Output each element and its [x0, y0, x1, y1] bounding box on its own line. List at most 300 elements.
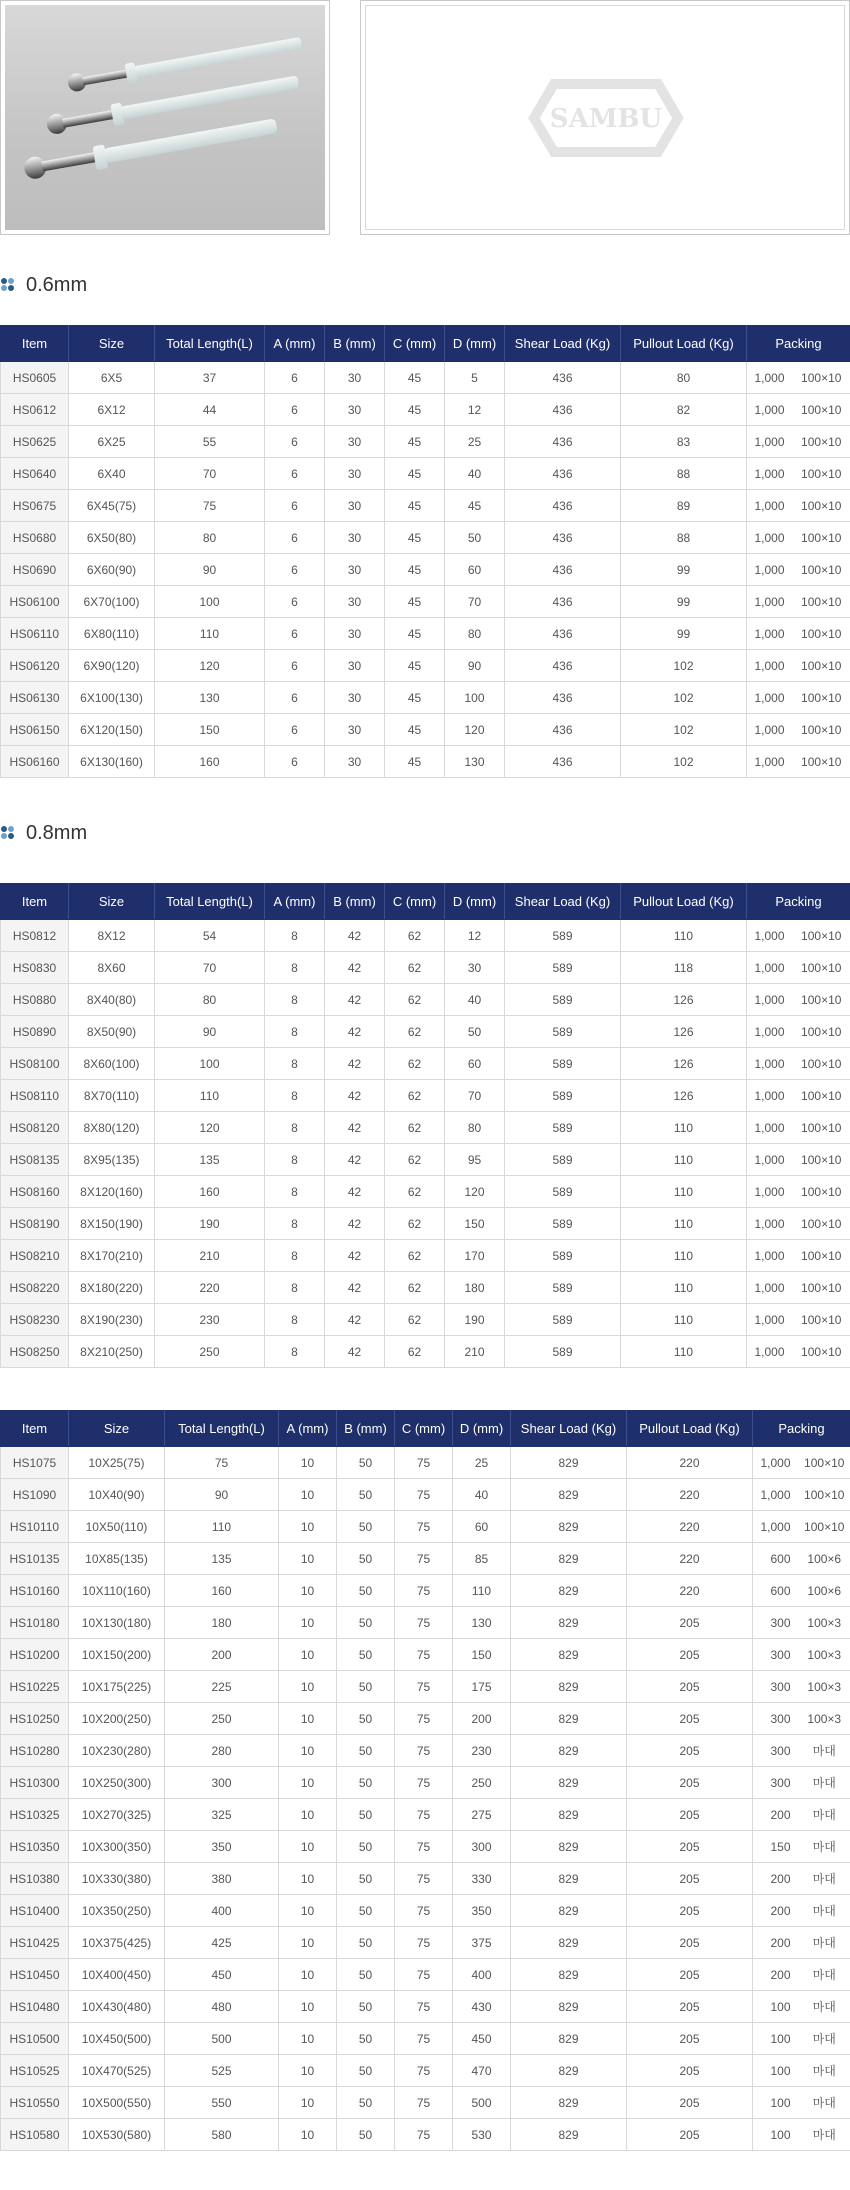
table-cell: 100×10 [793, 522, 850, 554]
table-row [1, 1080, 850, 1112]
table-cell: 110 [621, 1240, 747, 1272]
table-cell: 10X450(500) [69, 2023, 165, 2055]
column-header: Pullout Load (Kg) [621, 884, 747, 920]
table-cell: 170 [445, 1240, 505, 1272]
table-cell: 100×10 [793, 554, 850, 586]
table-row [1, 1144, 850, 1176]
table-cell: 10X230(280) [69, 1735, 165, 1767]
brand-logo-area [365, 5, 845, 230]
table-cell: 100×10 [793, 458, 850, 490]
table-cell: 75 [155, 490, 265, 522]
item-code-cell: HS08100 [1, 1048, 69, 1080]
brand-logo-box [360, 0, 850, 235]
table-cell: 75 [395, 1607, 453, 1639]
item-code-cell: HS10380 [1, 1863, 69, 1895]
table-cell: 1,000 [747, 458, 793, 490]
table-row [1, 1479, 850, 1511]
table-cell: 50 [337, 1735, 395, 1767]
table-cell: 30 [325, 362, 385, 394]
table-cell: 82 [621, 394, 747, 426]
table-cell: 10 [279, 1575, 337, 1607]
table-cell: 75 [395, 1511, 453, 1543]
table-cell: 436 [505, 650, 621, 682]
table-cell: 375 [453, 1927, 511, 1959]
table-cell: 829 [511, 1863, 627, 1895]
table-cell: 350 [453, 1895, 511, 1927]
table-cell: 45 [385, 426, 445, 458]
table-cell: 50 [337, 1863, 395, 1895]
table-cell: 100×10 [793, 1016, 850, 1048]
table-cell: 6 [265, 586, 325, 618]
table-cell: 100×10 [793, 920, 850, 952]
table-cell: 450 [453, 2023, 511, 2055]
column-header: Size [69, 884, 155, 920]
table-cell: 829 [511, 1575, 627, 1607]
column-header: Shear Load (Kg) [505, 326, 621, 362]
table-cell: 829 [511, 2119, 627, 2151]
table-cell: 1,000 [747, 1144, 793, 1176]
table-cell: 100×10 [793, 682, 850, 714]
column-header: Packing [753, 1411, 850, 1447]
item-code-cell: HS06150 [1, 714, 69, 746]
table-cell: 50 [337, 1927, 395, 1959]
table-cell: 500 [453, 2087, 511, 2119]
table-cell: 45 [385, 522, 445, 554]
table-cell: 60 [445, 554, 505, 586]
table-cell: 42 [325, 1272, 385, 1304]
table-cell: 525 [165, 2055, 279, 2087]
table-row [1, 1799, 850, 1831]
table-cell: 600 [753, 1543, 799, 1575]
column-header: Total Length(L) [165, 1411, 279, 1447]
table-cell: 436 [505, 426, 621, 458]
table-cell: 62 [385, 1336, 445, 1368]
table-cell: 80 [155, 522, 265, 554]
table-row [1, 1208, 850, 1240]
table-cell: 110 [165, 1511, 279, 1543]
table-cell: 30 [325, 458, 385, 490]
table-row [1, 2119, 850, 2151]
table-cell: 6X70(100) [69, 586, 155, 618]
column-header: C (mm) [395, 1411, 453, 1447]
table-cell: 8X190(230) [69, 1304, 155, 1336]
table-cell: 1,000 [747, 682, 793, 714]
table-cell: 45 [385, 650, 445, 682]
table-cell: 110 [621, 1144, 747, 1176]
table-row [1, 1671, 850, 1703]
table-cell: 230 [453, 1735, 511, 1767]
table-cell: 100×10 [793, 952, 850, 984]
table-cell: 8 [265, 984, 325, 1016]
table-cell: 10 [279, 1703, 337, 1735]
item-code-cell: HS10160 [1, 1575, 69, 1607]
table-row [1, 1176, 850, 1208]
item-code-cell: HS10500 [1, 2023, 69, 2055]
table-cell: 100 [753, 2023, 799, 2055]
table-cell: 1,000 [747, 650, 793, 682]
item-code-cell: HS0830 [1, 952, 69, 984]
table-cell: 200 [753, 1927, 799, 1959]
table-cell: 436 [505, 682, 621, 714]
table-cell: 126 [621, 1016, 747, 1048]
table-cell: 1,000 [747, 1208, 793, 1240]
table-cell: 40 [445, 984, 505, 1016]
table-cell: 102 [621, 714, 747, 746]
table-cell: 45 [385, 618, 445, 650]
table-cell: 205 [627, 1895, 753, 1927]
table-cell: 330 [453, 1863, 511, 1895]
table-cell: 62 [385, 984, 445, 1016]
table-cell: 589 [505, 1016, 621, 1048]
table-cell: 10 [279, 2087, 337, 2119]
table-cell: 110 [621, 1176, 747, 1208]
table-cell: 205 [627, 2087, 753, 2119]
table-cell: 8X95(135) [69, 1144, 155, 1176]
product-images [0, 0, 850, 235]
table-row [1, 1895, 850, 1927]
item-code-cell: HS10450 [1, 1959, 69, 1991]
table-cell: 70 [445, 1080, 505, 1112]
table-cell: 50 [337, 1479, 395, 1511]
item-code-cell: HS10110 [1, 1511, 69, 1543]
table-cell: 75 [395, 1927, 453, 1959]
table-cell: 10 [279, 1671, 337, 1703]
table-cell: 10 [279, 1447, 337, 1479]
table-row [1, 1447, 850, 1479]
table-cell: 마대 [799, 1959, 850, 1991]
table-row [1, 1272, 850, 1304]
table-cell: 42 [325, 952, 385, 984]
section-title-0-6mm [0, 270, 87, 300]
table-cell: 50 [337, 1543, 395, 1575]
table-cell: 45 [445, 490, 505, 522]
table-cell: 10X40(90) [69, 1479, 165, 1511]
table-cell: 95 [445, 1144, 505, 1176]
table-cell: 829 [511, 1831, 627, 1863]
table-cell: 6 [265, 650, 325, 682]
table-cell: 1,000 [747, 984, 793, 1016]
column-header: Shear Load (Kg) [505, 884, 621, 920]
table-cell: 100×10 [793, 1304, 850, 1336]
table-cell: 45 [385, 586, 445, 618]
table-cell: 135 [155, 1144, 265, 1176]
table-cell: 180 [165, 1607, 279, 1639]
table-cell: 200 [753, 1959, 799, 1991]
table-row [1, 1336, 850, 1368]
table-cell: 1,000 [747, 426, 793, 458]
table-cell: 10X110(160) [69, 1575, 165, 1607]
table-cell: 25 [445, 426, 505, 458]
table-cell: 220 [155, 1272, 265, 1304]
table-cell: 10X400(450) [69, 1959, 165, 1991]
item-code-cell: HS0625 [1, 426, 69, 458]
column-header: A (mm) [265, 884, 325, 920]
table-cell: 135 [165, 1543, 279, 1575]
table-cell: 25 [453, 1447, 511, 1479]
table-cell: 60 [445, 1048, 505, 1080]
table-cell: 205 [627, 2023, 753, 2055]
table-cell: 1,000 [747, 920, 793, 952]
table-cell: 8X170(210) [69, 1240, 155, 1272]
table-cell: 8 [265, 1272, 325, 1304]
table-cell: 300 [753, 1735, 799, 1767]
table-cell: 10X175(225) [69, 1671, 165, 1703]
table-cell: 44 [155, 394, 265, 426]
table-cell: 589 [505, 1080, 621, 1112]
table-header-row [1, 1411, 850, 1447]
table-cell: 205 [627, 1991, 753, 2023]
table-cell: 75 [395, 1863, 453, 1895]
column-header: A (mm) [279, 1411, 337, 1447]
table-row [1, 952, 850, 984]
item-code-cell: HS10225 [1, 1671, 69, 1703]
table-row [1, 1639, 850, 1671]
table-cell: 85 [453, 1543, 511, 1575]
table-cell: 436 [505, 490, 621, 522]
table-cell: 62 [385, 1016, 445, 1048]
item-code-cell: HS08250 [1, 1336, 69, 1368]
table-cell: 80 [445, 618, 505, 650]
table-cell: 589 [505, 1048, 621, 1080]
table-cell: 100 [445, 682, 505, 714]
table-cell: 829 [511, 1767, 627, 1799]
column-header: Packing [747, 326, 850, 362]
table-cell: 120 [155, 1112, 265, 1144]
table-cell: 50 [337, 1703, 395, 1735]
table-cell: 110 [621, 1304, 747, 1336]
table-cell: 30 [325, 682, 385, 714]
table-cell: 75 [395, 1639, 453, 1671]
table-cell: 8 [265, 1048, 325, 1080]
table-cell: 8X12 [69, 920, 155, 952]
table-cell: 75 [395, 1735, 453, 1767]
table-cell: 10X85(135) [69, 1543, 165, 1575]
table-cell: 83 [621, 426, 747, 458]
table-cell: 190 [445, 1304, 505, 1336]
table-row [1, 394, 850, 426]
table-row [1, 746, 850, 778]
table-cell: 30 [325, 714, 385, 746]
table-cell: 75 [395, 1575, 453, 1607]
table-cell: 75 [395, 1543, 453, 1575]
table-row [1, 2055, 850, 2087]
table-cell: 62 [385, 1272, 445, 1304]
table-row [1, 1304, 850, 1336]
table-cell: 150 [453, 1639, 511, 1671]
nail-anchor-illustration [5, 5, 325, 230]
table-cell: 45 [385, 490, 445, 522]
table-cell: 6 [265, 714, 325, 746]
table-cell: 45 [385, 714, 445, 746]
table-cell: 마대 [799, 1991, 850, 2023]
table-cell: 10 [279, 2023, 337, 2055]
table-cell: 180 [445, 1272, 505, 1304]
table-cell: 430 [453, 1991, 511, 2023]
table-row [1, 1735, 850, 1767]
bullet-dots-icon [0, 277, 16, 293]
table-cell: 829 [511, 1959, 627, 1991]
table-cell: 400 [453, 1959, 511, 1991]
table-cell: 6 [265, 522, 325, 554]
table-cell: 10X50(110) [69, 1511, 165, 1543]
table-cell: 42 [325, 1336, 385, 1368]
table-cell: 225 [165, 1671, 279, 1703]
table-cell: 436 [505, 586, 621, 618]
table-row [1, 522, 850, 554]
table-cell: 62 [385, 1080, 445, 1112]
table-cell: 6 [265, 554, 325, 586]
table-cell: 30 [325, 490, 385, 522]
table-cell: 470 [453, 2055, 511, 2087]
table-row [1, 1767, 850, 1799]
table-cell: 42 [325, 1112, 385, 1144]
table-cell: 89 [621, 490, 747, 522]
item-code-cell: HS10525 [1, 2055, 69, 2087]
table-cell: 100×10 [793, 490, 850, 522]
svg-text:SAMBU: SAMBU [549, 104, 663, 134]
table-cell: 99 [621, 618, 747, 650]
column-header: Item [1, 326, 69, 362]
item-code-cell: HS0605 [1, 362, 69, 394]
table-cell: 100×10 [793, 618, 850, 650]
table-cell: 1,000 [747, 362, 793, 394]
table-cell: 230 [155, 1304, 265, 1336]
table-cell: 50 [337, 2087, 395, 2119]
table-row [1, 618, 850, 650]
table-cell: 42 [325, 1016, 385, 1048]
table-cell: 1,000 [747, 1336, 793, 1368]
table-cell: 1,000 [747, 490, 793, 522]
table-cell: 6 [265, 458, 325, 490]
table-cell: 589 [505, 920, 621, 952]
table-cell: 100×10 [793, 426, 850, 458]
table-cell: 100×10 [793, 1048, 850, 1080]
table-cell: 100×10 [793, 1112, 850, 1144]
item-code-cell: HS10400 [1, 1895, 69, 1927]
table-cell: 250 [453, 1767, 511, 1799]
table-cell: 110 [621, 920, 747, 952]
bullet-dots-icon [0, 825, 16, 841]
table-cell: 90 [165, 1479, 279, 1511]
table-cell: 8X80(120) [69, 1112, 155, 1144]
product-photo-area [5, 5, 325, 230]
table-cell: 205 [627, 1639, 753, 1671]
table-cell: 100×6 [799, 1575, 850, 1607]
table-cell: 110 [621, 1208, 747, 1240]
table-cell: 10 [279, 1607, 337, 1639]
column-header: C (mm) [385, 884, 445, 920]
table-cell: 829 [511, 1639, 627, 1671]
table-cell: 110 [453, 1575, 511, 1607]
table-cell: 210 [445, 1336, 505, 1368]
item-code-cell: HS10135 [1, 1543, 69, 1575]
table-cell: 126 [621, 1048, 747, 1080]
table-cell: 100×10 [793, 1240, 850, 1272]
table-cell: 75 [395, 1991, 453, 2023]
table-cell: 8X60(100) [69, 1048, 155, 1080]
table-cell: 30 [325, 586, 385, 618]
table-row [1, 2087, 850, 2119]
table-cell: 280 [165, 1735, 279, 1767]
table-cell: 6X120(150) [69, 714, 155, 746]
table-cell: 12 [445, 394, 505, 426]
table-cell: 100 [753, 2087, 799, 2119]
table-cell: 1,000 [747, 1304, 793, 1336]
table-cell: 120 [445, 1176, 505, 1208]
column-header: Pullout Load (Kg) [627, 1411, 753, 1447]
table-cell: 30 [325, 650, 385, 682]
table-cell: 110 [155, 1080, 265, 1112]
table-cell: 99 [621, 554, 747, 586]
item-code-cell: HS06130 [1, 682, 69, 714]
table-cell: 100×10 [793, 1080, 850, 1112]
table-cell: 220 [627, 1543, 753, 1575]
table-row [1, 682, 850, 714]
table-cell: 8X210(250) [69, 1336, 155, 1368]
table-cell: 205 [627, 1767, 753, 1799]
item-code-cell: HS10550 [1, 2087, 69, 2119]
item-code-cell: HS10200 [1, 1639, 69, 1671]
table-row [1, 362, 850, 394]
item-code-cell: HS0812 [1, 920, 69, 952]
table-cell: 1,000 [747, 554, 793, 586]
table-cell: 200 [753, 1799, 799, 1831]
table-cell: 50 [337, 1575, 395, 1607]
table-cell: 220 [627, 1479, 753, 1511]
table-cell: 325 [165, 1799, 279, 1831]
item-code-cell: HS1090 [1, 1479, 69, 1511]
table-cell: 100×6 [799, 1543, 850, 1575]
table-cell: 250 [165, 1703, 279, 1735]
table-cell: 75 [395, 1959, 453, 1991]
table-cell: 10X270(325) [69, 1799, 165, 1831]
table-cell: 6X90(120) [69, 650, 155, 682]
table-cell: 42 [325, 1304, 385, 1336]
table-cell: 5 [445, 362, 505, 394]
table-cell: 50 [337, 1767, 395, 1799]
table-cell: 100×10 [799, 1511, 850, 1543]
table-cell: 589 [505, 1208, 621, 1240]
table-cell: 10X530(580) [69, 2119, 165, 2151]
table-cell: 75 [395, 2023, 453, 2055]
item-code-cell: HS1075 [1, 1447, 69, 1479]
table-cell: 118 [621, 952, 747, 984]
table-cell: 40 [453, 1479, 511, 1511]
table-cell: 100 [155, 586, 265, 618]
table-cell: 62 [385, 952, 445, 984]
table-cell: 8X180(220) [69, 1272, 155, 1304]
table-cell: 589 [505, 1112, 621, 1144]
table-cell: 300 [453, 1831, 511, 1863]
table-cell: 10X350(250) [69, 1895, 165, 1927]
column-header: D (mm) [445, 326, 505, 362]
table-row [1, 920, 850, 952]
table-row [1, 586, 850, 618]
table-cell: 600 [753, 1575, 799, 1607]
table-cell: 436 [505, 362, 621, 394]
table-cell: 37 [155, 362, 265, 394]
table-row [1, 458, 850, 490]
table-cell: 50 [337, 1639, 395, 1671]
item-code-cell: HS10425 [1, 1927, 69, 1959]
table-cell: 205 [627, 1863, 753, 1895]
table-cell: 205 [627, 2119, 753, 2151]
spec-table-0-8mm [0, 883, 850, 1368]
table-cell: 50 [445, 1016, 505, 1048]
table-cell: 829 [511, 2087, 627, 2119]
table-cell: 62 [385, 1048, 445, 1080]
table-cell: 100 [155, 1048, 265, 1080]
